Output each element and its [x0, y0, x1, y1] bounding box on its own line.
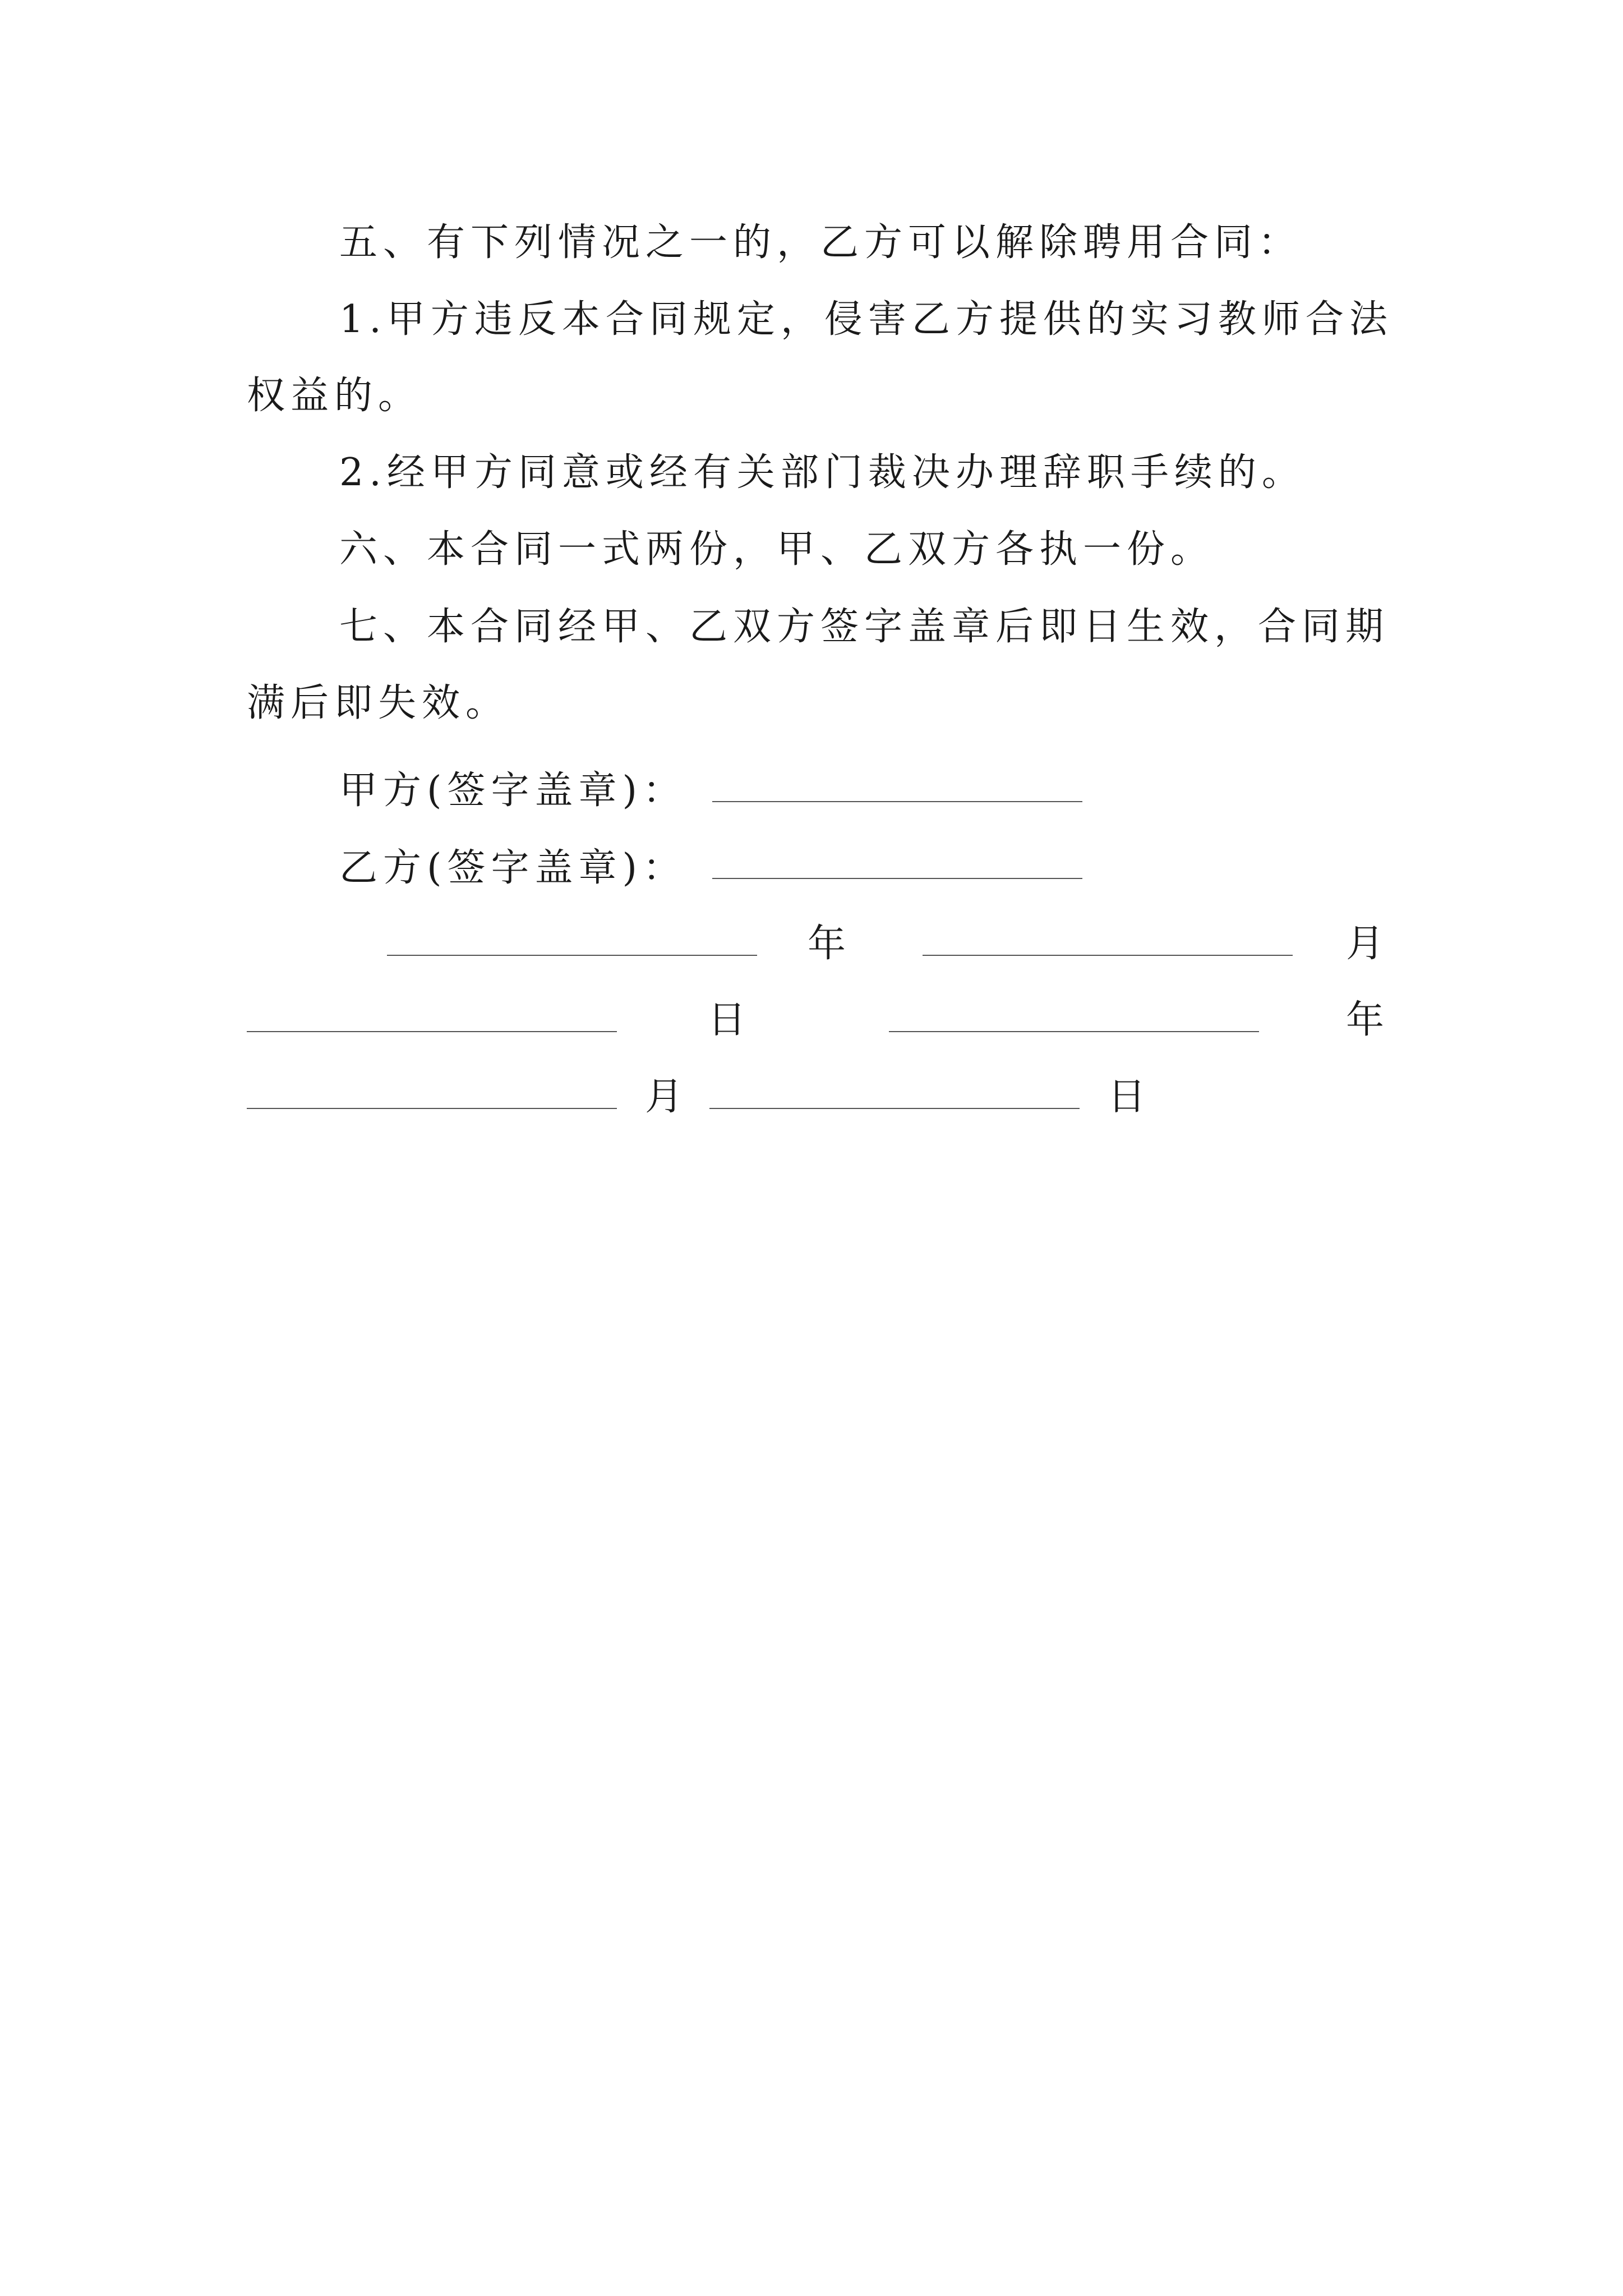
date-year-label-a: 年	[808, 922, 846, 966]
date-day-line-b[interactable]	[709, 1108, 1080, 1109]
clause-seven-line1: 七、本合同经甲、乙双方签字盖章后即日生效，合同期	[339, 605, 1390, 649]
clause-five: 五、有下列情况之一的，乙方可以解除聘用合同：	[339, 220, 1302, 265]
date-day-label-a: 日	[708, 998, 746, 1042]
date-year-label-b: 年	[1346, 998, 1385, 1042]
party-b-signature-label: 乙方(签字盖章)：	[339, 846, 687, 890]
party-a-signature-label: 甲方(签字盖章)：	[339, 769, 687, 813]
clause-six: 六、本合同一式两份，甲、乙双方各执一份。	[339, 527, 1215, 572]
party-a-signature-line[interactable]	[712, 801, 1082, 802]
date-year-line-b[interactable]	[889, 1031, 1259, 1032]
date-month-label-b: 月	[645, 1075, 684, 1119]
date-month-label-a: 月	[1346, 922, 1385, 966]
date-year-line-a[interactable]	[387, 955, 757, 956]
date-day-line-a[interactable]	[247, 1031, 617, 1032]
date-month-line-b[interactable]	[247, 1108, 617, 1109]
clause-seven-line2: 满后即失效。	[247, 681, 510, 725]
party-b-signature-line[interactable]	[712, 878, 1082, 879]
clause-five-item-1-line1: 1.甲方违反本合同规定，侵害乙方提供的实习教师合法	[339, 297, 1393, 342]
clause-five-item-1-line2: 权益的。	[247, 374, 422, 418]
date-day-label-b: 日	[1108, 1075, 1146, 1119]
date-month-line-a[interactable]	[923, 955, 1293, 956]
clause-five-item-2: 2.经甲方同意或经有关部门裁决办理辞职手续的。	[339, 450, 1306, 495]
